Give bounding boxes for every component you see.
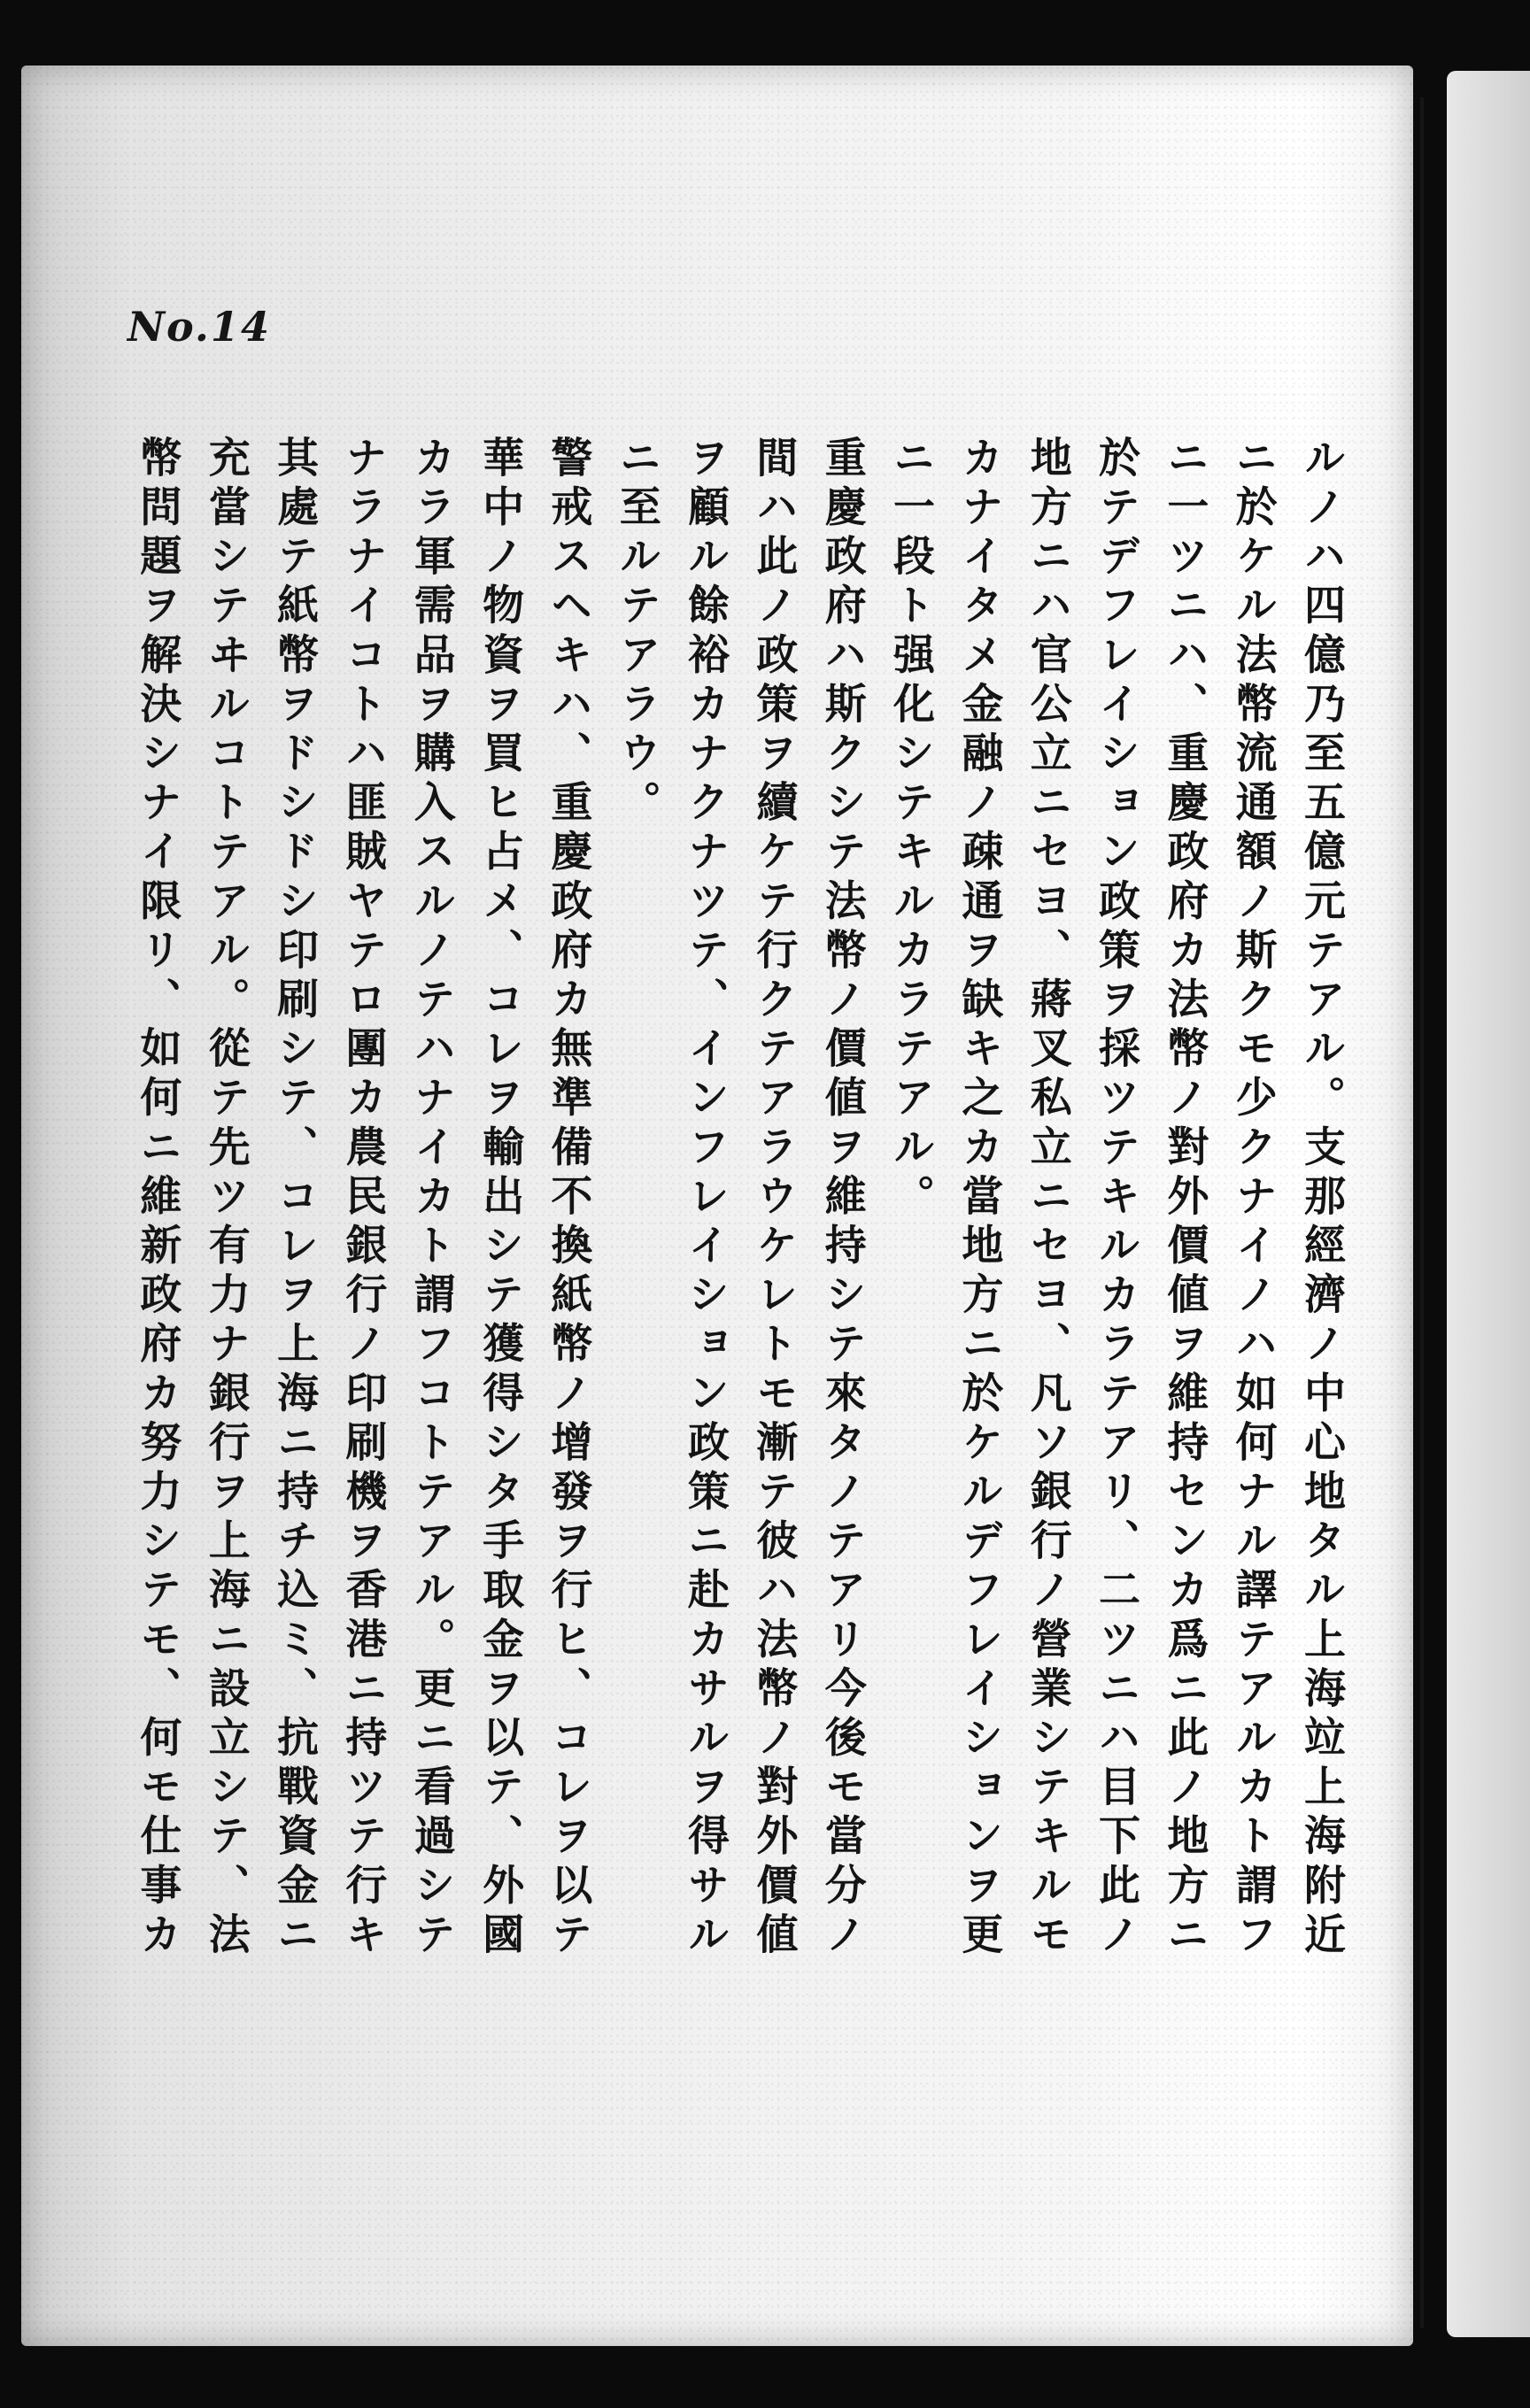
text-column: 其處テ紙幣ヲドシドシ印刷シテ、コレヲ上海ニ持チ込ミ、抗戰資金ニ bbox=[270, 436, 320, 1962]
text-column: 充當シテヰルコトテアル。從テ先ツ有力ナ銀行ヲ上海ニ設立シテ、法 bbox=[201, 436, 251, 1962]
text-column: ニ一ツニハ、重慶政府カ法幣ノ對外價値ヲ維持センカ爲ニ此ノ地方ニ bbox=[1160, 436, 1209, 1962]
text-column: 重慶政府ハ斯クシテ法幣ノ價値ヲ維持シテ來タノテアリ今後モ當分ノ bbox=[817, 436, 867, 1962]
vertical-text-block bbox=[128, 436, 1358, 2233]
adjacent-page-edge bbox=[1447, 71, 1530, 2337]
text-column: カラ軍需品ヲ購入スルノテハナイカト謂フコトテアル。更ニ看過シテ bbox=[406, 436, 456, 1962]
text-column: 幣問題ヲ解決シナイ限リ、如何ニ維新政府カ努力シテモ、何モ仕事カ bbox=[133, 436, 182, 1962]
text-column: ルノハ四億乃至五億元テアル。支那經濟ノ中心地タル上海竝上海附近 bbox=[1297, 436, 1346, 1962]
text-column: ニ至ルテアラウ。 bbox=[612, 436, 661, 830]
text-column: 間ハ此ノ政策ヲ續ケテ行クテアラウケレトモ漸テ彼ハ法幣ノ對外價値 bbox=[749, 436, 799, 1962]
text-column: ニ於ケル法幣流通額ノ斯クモ少クナイノハ如何ナル譯テアルカト謂フ bbox=[1228, 436, 1278, 1962]
text-column: ヲ顧ル餘裕カナクナツテ、インフレイション政策ニ赴カサルヲ得サル bbox=[681, 436, 730, 1962]
text-column: 於テデフレイション政策ヲ採ツテキルカラテアリ、二ツニハ目下此ノ bbox=[1092, 436, 1141, 1962]
text-column: ナラナイコトハ匪賊ヤテロ團カ農民銀行ノ印刷機ヲ香港ニ持ツテ行キ bbox=[338, 436, 388, 1962]
text-column: 地方ニハ官公立ニセヨ、蔣叉私立ニセヨ、凡ソ銀行ノ營業シテキルモ bbox=[1023, 436, 1072, 1962]
document-page bbox=[21, 66, 1413, 2346]
text-column: カナイタメ金融ノ疎通ヲ缺キ之カ當地方ニ於ケルデフレイションヲ更 bbox=[954, 436, 1004, 1962]
page-edge-shadow bbox=[1420, 97, 1424, 2328]
text-column: 華中ノ物資ヲ買ヒ占メ、コレヲ輸出シテ獲得シタ手取金ヲ以テ、外國 bbox=[475, 436, 525, 1962]
text-column: 警戒スヘキハ、重慶政府カ無準備不換紙幣ノ增發ヲ行ヒ、コレヲ以テ bbox=[544, 436, 593, 1962]
page-number: No.14 bbox=[128, 303, 271, 351]
text-column: ニ一段ト强化シテキルカラテアル。 bbox=[886, 436, 936, 1223]
